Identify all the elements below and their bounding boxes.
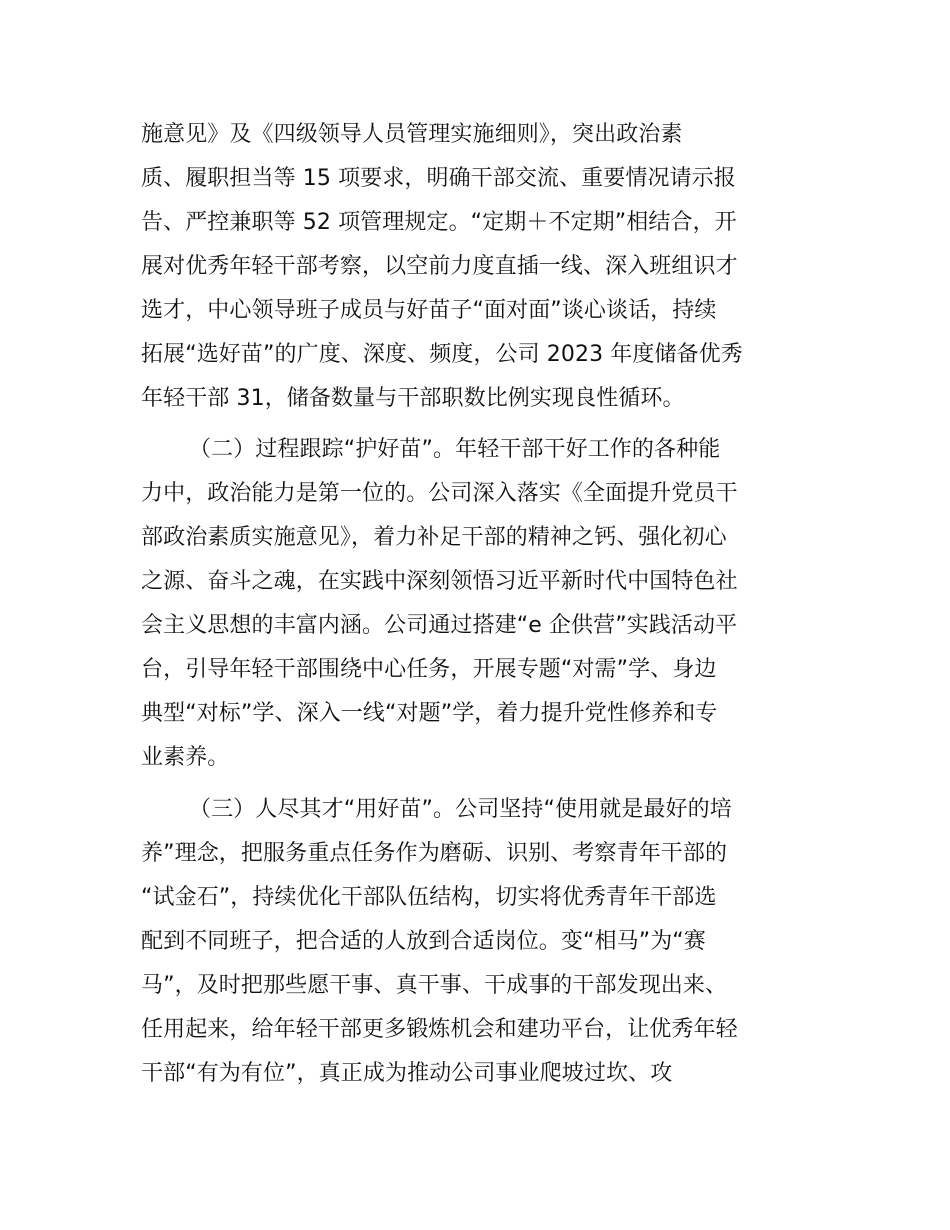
paragraph-1-line-4: 展对优秀年轻干部考察，以空前力度直插一线、深入班组识才 — [141, 254, 738, 279]
paragraph-2-line-2: 力中，政治能力是第一位的。公司深入落实《全面提升党员干 — [141, 481, 738, 506]
paragraph-2-line-4: 之源、奋斗之魂，在实践中深刻领悟习近平新时代中国特色社 — [141, 569, 738, 594]
paragraph-1-line-6: 拓展“选好苗”的广度、深度、频度，公司 2023 年度储备优秀 — [141, 342, 743, 367]
paragraph-3-line-1: （三）人尽其才“用好苗”。公司坚持“使用就是最好的培 — [189, 797, 732, 822]
paragraph-3-line-3: “试金石”，持续优化干部队伍结构，切实将优秀青年干部选 — [141, 885, 717, 910]
paragraph-3-line-6: 任用起来，给年轻干部更多锻炼机会和建功平台，让优秀年轻 — [141, 1017, 738, 1042]
paragraph-1-line-3: 告、严控兼职等 52 项管理规定。“定期＋不定期”相结合，开 — [141, 210, 737, 235]
paragraph-3-line-2: 养”理念，把服务重点任务作为磨砺、识别、考察青年干部的 — [141, 841, 728, 866]
paragraph-2-line-3: 部政治素质实施意见》，着力补足干部的精神之钙、强化初心 — [141, 525, 727, 550]
paragraph-1-line-1: 施意见》及《四级领导人员管理实施细则》，突出政治素 — [141, 122, 683, 147]
paragraph-2-line-1: （二）过程跟踪“护好苗”。年轻干部干好工作的各种能 — [189, 437, 721, 462]
paragraph-3-line-5: 马”，及时把那些愿干事、真干事、干成事的干部发现出来、 — [141, 973, 728, 998]
paragraph-1-line-5: 选才，中心领导班子成员与好苗子“面对面”谈心谈话，持续 — [141, 298, 717, 323]
paragraph-1-line-7: 年轻干部 31，储备数量与干部职数比例实现良性循环。 — [141, 386, 685, 411]
paragraph-2-line-8: 业素养。 — [141, 745, 230, 770]
paragraph-2-line-5: 会主义思想的丰富内涵。公司通过搭建“e 企供营”实践活动平 — [141, 613, 738, 638]
paragraph-2-line-6: 台，引导年轻干部围绕中心任务，开展专题“对需”学、身边 — [141, 657, 717, 682]
paragraph-2-line-7: 典型“对标”学、深入一线“对题”学，着力提升党性修养和专 — [141, 701, 718, 726]
paragraph-1-line-2: 质、履职担当等 15 项要求，明确干部交流、重要情况请示报 — [141, 166, 736, 191]
paragraph-3-line-4: 配到不同班子，把合适的人放到合适岗位。变“相马”为“赛 — [141, 929, 706, 954]
paragraph-3-line-7: 干部“有为有位”，真正成为推动公司事业爬坡过坎、攻 — [141, 1061, 673, 1086]
